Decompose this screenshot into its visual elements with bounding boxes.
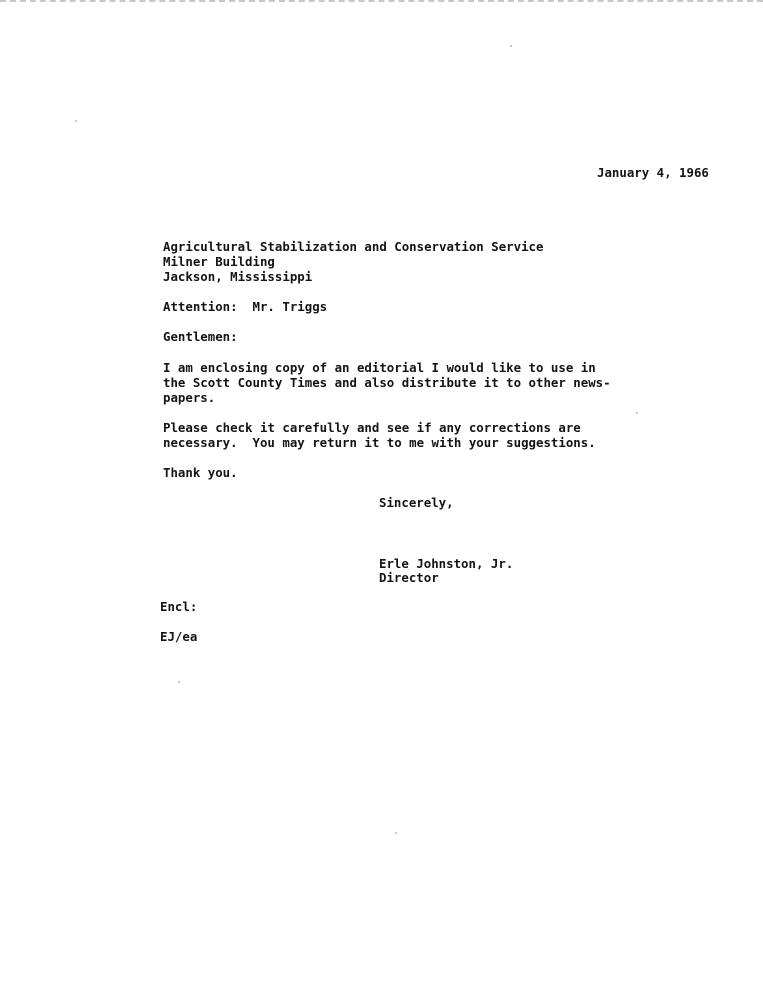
scan-speck <box>178 681 180 683</box>
scan-speck <box>636 412 638 414</box>
reference-initials: EJ/ea <box>160 629 198 644</box>
body-paragraph-2-line-2: necessary. You may return it to me with your suggestions. <box>163 435 596 450</box>
attention-line: Attention: Mr. Triggs <box>163 299 328 314</box>
recipient-organization: Agricultural Stabilization and Conservation Service <box>163 239 544 254</box>
body-paragraph-1-line-2: the Scott County Times and also distribute it to other news- <box>163 375 611 390</box>
body-paragraph-1-line-3: papers. <box>163 390 216 405</box>
body-paragraph-2-line-1: Please check it carefully and see if any corrections are <box>163 420 581 435</box>
scan-speck <box>510 45 512 47</box>
thank-you-line: Thank you. <box>163 465 238 480</box>
recipient-building: Milner Building <box>163 254 275 269</box>
scan-speck <box>75 120 77 122</box>
enclosure-notation: Encl: <box>160 599 198 614</box>
scan-speck <box>395 832 397 834</box>
closing: Sincerely, <box>379 495 454 510</box>
scan-top-edge <box>0 0 763 10</box>
body-paragraph-1-line-1: I am enclosing copy of an editorial I would like to use in <box>163 360 596 375</box>
letter-date: January 4, 1966 <box>597 165 709 180</box>
salutation: Gentlemen: <box>163 329 238 344</box>
signature-title: Director <box>379 570 439 585</box>
signature-name: Erle Johnston, Jr. <box>379 556 514 571</box>
recipient-city-state: Jackson, Mississippi <box>163 269 313 284</box>
